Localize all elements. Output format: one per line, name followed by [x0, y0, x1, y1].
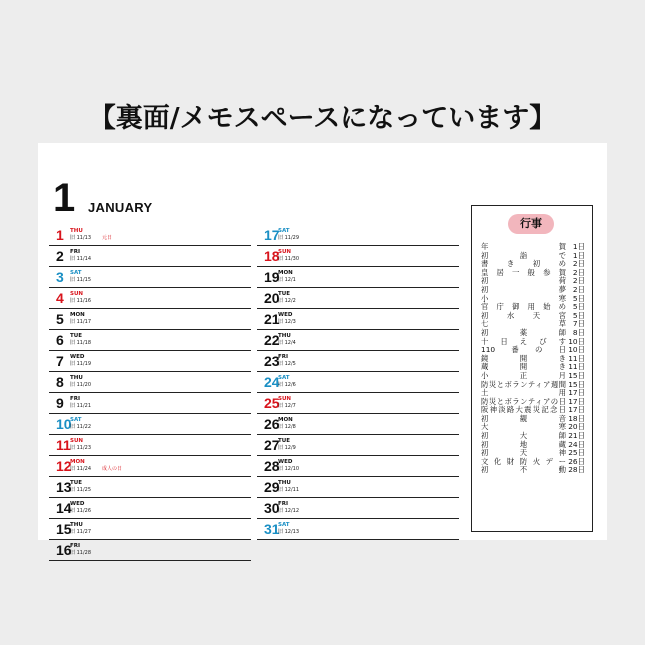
event-date: 15日 [568, 379, 585, 389]
day-lunar-date: 旧 11/22 [70, 424, 91, 430]
day-number: 29 [264, 479, 280, 495]
event-date: 24日 [568, 439, 585, 449]
day-row [49, 309, 251, 330]
day-number: 8 [56, 374, 64, 390]
day-number: 30 [264, 500, 280, 516]
event-name: 初水天宮 [481, 310, 566, 320]
event-name: 七草 [481, 319, 566, 329]
day-number: 7 [56, 353, 64, 369]
day-weekday: MON [70, 312, 85, 318]
day-row [257, 393, 459, 414]
event-date: 2日 [572, 276, 585, 286]
day-lunar-date: 旧 12/13 [278, 529, 299, 535]
day-lunar-date: 旧 11/16 [70, 298, 91, 304]
day-lunar-date: 旧 12/4 [278, 340, 296, 346]
day-row [257, 456, 459, 477]
day-row [257, 288, 459, 309]
event-date: 15日 [568, 370, 585, 380]
event-date: 2日 [572, 284, 585, 294]
event-name: 110番の日 [481, 345, 566, 355]
day-number: 27 [264, 437, 280, 453]
day-row [257, 519, 459, 540]
day-row [49, 519, 251, 540]
event-date: 7日 [572, 319, 585, 329]
day-row [49, 372, 251, 393]
day-weekday: TUE [70, 480, 82, 486]
day-lunar-date: 旧 12/3 [278, 319, 296, 325]
day-row [49, 414, 251, 435]
day-weekday: FRI [70, 543, 81, 549]
day-lunar-date: 旧 12/6 [278, 382, 296, 388]
day-number: 12 [56, 458, 72, 474]
day-lunar-date: 旧 11/29 [278, 235, 299, 241]
day-number: 22 [264, 332, 280, 348]
event-name: 初観音 [481, 413, 566, 423]
day-weekday: SUN [278, 396, 292, 402]
day-weekday: TUE [278, 438, 290, 444]
day-number: 20 [264, 290, 280, 306]
day-lunar-date: 旧 11/24 [70, 466, 91, 472]
day-lunar-date: 旧 11/17 [70, 319, 91, 325]
event-name: 初夢 [481, 284, 566, 294]
day-lunar-date: 旧 12/12 [278, 508, 299, 514]
day-lunar-date: 旧 11/30 [278, 256, 299, 262]
event-date: 28日 [568, 465, 585, 475]
day-number: 23 [264, 353, 280, 369]
day-lunar-date: 旧 11/18 [70, 340, 91, 346]
day-lunar-date: 旧 11/23 [70, 445, 91, 451]
event-name: 初大師 [481, 431, 566, 441]
day-weekday: SAT [278, 375, 290, 381]
day-lunar-date: 旧 11/19 [70, 361, 91, 367]
day-weekday: TUE [278, 291, 290, 297]
day-lunar-date: 旧 12/1 [278, 277, 296, 283]
event-name: 十日えびす [481, 336, 566, 346]
day-weekday: THU [70, 228, 83, 234]
day-number: 31 [264, 521, 280, 537]
event-name: 初詣で [481, 250, 566, 260]
event-date: 20日 [568, 422, 585, 432]
day-number: 19 [264, 269, 280, 285]
day-weekday: MON [70, 459, 85, 465]
day-row [49, 393, 251, 414]
day-row [257, 351, 459, 372]
day-lunar-date: 旧 11/25 [70, 487, 91, 493]
event-date: 5日 [572, 310, 585, 320]
event-name: 初地蔵 [481, 439, 566, 449]
event-name: 蔵開き [481, 362, 566, 372]
event-item [481, 466, 585, 475]
day-row [257, 414, 459, 435]
day-number: 16 [56, 542, 72, 558]
day-number: 17 [264, 227, 280, 243]
day-lunar-date: 旧 11/14 [70, 256, 91, 262]
event-date: 26日 [568, 456, 585, 466]
event-name: 小正月 [481, 370, 566, 380]
event-name: 皇居一般参賀 [481, 267, 566, 277]
event-name: 阪神淡路大震災記念日 [481, 405, 566, 415]
event-date: 17日 [568, 405, 585, 415]
event-date: 5日 [572, 293, 585, 303]
day-row [49, 540, 251, 561]
event-date: 8日 [572, 327, 585, 337]
day-row [49, 330, 251, 351]
events-panel [471, 205, 593, 532]
day-number: 1 [56, 227, 64, 243]
event-name: 年賀 [481, 242, 566, 251]
day-column-left [49, 225, 251, 561]
day-number: 3 [56, 269, 64, 285]
day-row [49, 435, 251, 456]
day-lunar-date: 旧 12/11 [278, 487, 299, 493]
day-lunar-date: 旧 11/26 [70, 508, 91, 514]
day-number: 5 [56, 311, 64, 327]
day-weekday: TUE [70, 333, 82, 339]
day-weekday: FRI [278, 354, 289, 360]
day-weekday: MON [278, 270, 293, 276]
day-row [257, 498, 459, 519]
day-row [49, 288, 251, 309]
day-number: 14 [56, 500, 72, 516]
event-date: 2日 [572, 267, 585, 277]
event-date: 2日 [572, 259, 585, 269]
event-name: 官庁御用始め [481, 302, 566, 312]
day-lunar-date: 旧 11/15 [70, 277, 91, 283]
day-weekday: THU [70, 522, 83, 528]
day-row [257, 435, 459, 456]
day-number: 6 [56, 332, 64, 348]
day-weekday: WED [278, 312, 293, 318]
event-date: 10日 [568, 345, 585, 355]
day-weekday: WED [278, 459, 293, 465]
calendar-sheet [38, 143, 607, 558]
event-name: 初荷 [481, 276, 566, 286]
page-header: 【裏面/メモスペースになっています】 [88, 103, 557, 134]
day-weekday: SUN [278, 249, 292, 255]
event-date: 25日 [568, 448, 585, 458]
event-name: 初不動 [481, 465, 566, 475]
day-lunar-date: 旧 11/21 [70, 403, 91, 409]
day-holiday: 成人の日 [102, 466, 123, 472]
event-name: 初天神 [481, 448, 566, 458]
day-row [257, 246, 459, 267]
day-column-right [257, 225, 459, 540]
day-row [257, 372, 459, 393]
day-lunar-date: 旧 12/2 [278, 298, 296, 304]
day-row [49, 498, 251, 519]
day-row [257, 225, 459, 246]
event-date: 5日 [572, 302, 585, 312]
day-number: 11 [56, 437, 71, 453]
day-number: 25 [264, 395, 280, 411]
event-date: 11日 [568, 353, 585, 363]
event-name: 初薬師 [481, 327, 566, 337]
day-weekday: SUN [70, 438, 84, 444]
month-number: 1 [53, 176, 76, 220]
day-row [49, 267, 251, 288]
day-weekday: FRI [70, 396, 81, 402]
event-name: 書き初め [481, 259, 566, 269]
day-weekday: SAT [70, 270, 82, 276]
event-date: 1日 [572, 242, 585, 251]
day-number: 21 [264, 311, 280, 327]
month-name: JANUARY [88, 200, 153, 215]
day-lunar-date: 旧 11/20 [70, 382, 91, 388]
day-row [49, 351, 251, 372]
day-number: 15 [56, 521, 72, 537]
day-weekday: THU [278, 333, 291, 339]
event-date: 17日 [568, 388, 585, 398]
day-weekday: FRI [278, 501, 289, 507]
day-weekday: SAT [278, 228, 290, 234]
event-name: 大寒 [481, 422, 566, 432]
day-weekday: SAT [70, 417, 82, 423]
day-row [257, 309, 459, 330]
day-row [49, 225, 251, 246]
day-number: 18 [264, 248, 280, 264]
day-lunar-date: 旧 12/9 [278, 445, 296, 451]
day-lunar-date: 旧 12/8 [278, 424, 296, 430]
day-weekday: WED [70, 501, 85, 507]
day-lunar-date: 旧 12/5 [278, 361, 296, 367]
day-number: 13 [56, 479, 72, 495]
day-weekday: THU [278, 480, 291, 486]
day-row [49, 477, 251, 498]
event-date: 18日 [568, 413, 585, 423]
event-name: 土用 [481, 388, 566, 398]
day-lunar-date: 旧 11/27 [70, 529, 91, 535]
event-date: 1日 [572, 250, 585, 260]
day-weekday: THU [70, 375, 83, 381]
event-date: 17日 [568, 396, 585, 406]
events-list [481, 243, 585, 475]
day-row [257, 267, 459, 288]
events-title: 行事 [508, 214, 554, 234]
event-name: 文化財防火デー [481, 456, 566, 466]
day-number: 24 [264, 374, 280, 390]
day-weekday: MON [278, 417, 293, 423]
day-number: 2 [56, 248, 64, 264]
event-name: 防災とボランティアの日 [481, 396, 566, 406]
day-row [49, 456, 251, 477]
day-weekday: SAT [278, 522, 290, 528]
day-lunar-date: 旧 11/28 [70, 550, 91, 556]
day-row [257, 477, 459, 498]
day-weekday: SUN [70, 291, 84, 297]
day-row [257, 330, 459, 351]
day-number: 28 [264, 458, 280, 474]
event-date: 11日 [568, 362, 585, 372]
day-number: 10 [56, 416, 72, 432]
event-date: 10日 [568, 336, 585, 346]
event-name: 小寒 [481, 293, 566, 303]
day-row [49, 246, 251, 267]
event-date: 21日 [568, 431, 585, 441]
day-weekday: WED [70, 354, 85, 360]
event-name: 鏡開き [481, 353, 566, 363]
day-number: 26 [264, 416, 280, 432]
day-number: 4 [56, 290, 64, 306]
day-lunar-date: 旧 11/13 [70, 235, 91, 241]
day-weekday: FRI [70, 249, 81, 255]
day-holiday: 元日 [102, 235, 113, 241]
day-number: 9 [56, 395, 64, 411]
day-lunar-date: 旧 12/10 [278, 466, 299, 472]
day-lunar-date: 旧 12/7 [278, 403, 296, 409]
event-name: 防災とボランティア週間 [481, 379, 566, 389]
